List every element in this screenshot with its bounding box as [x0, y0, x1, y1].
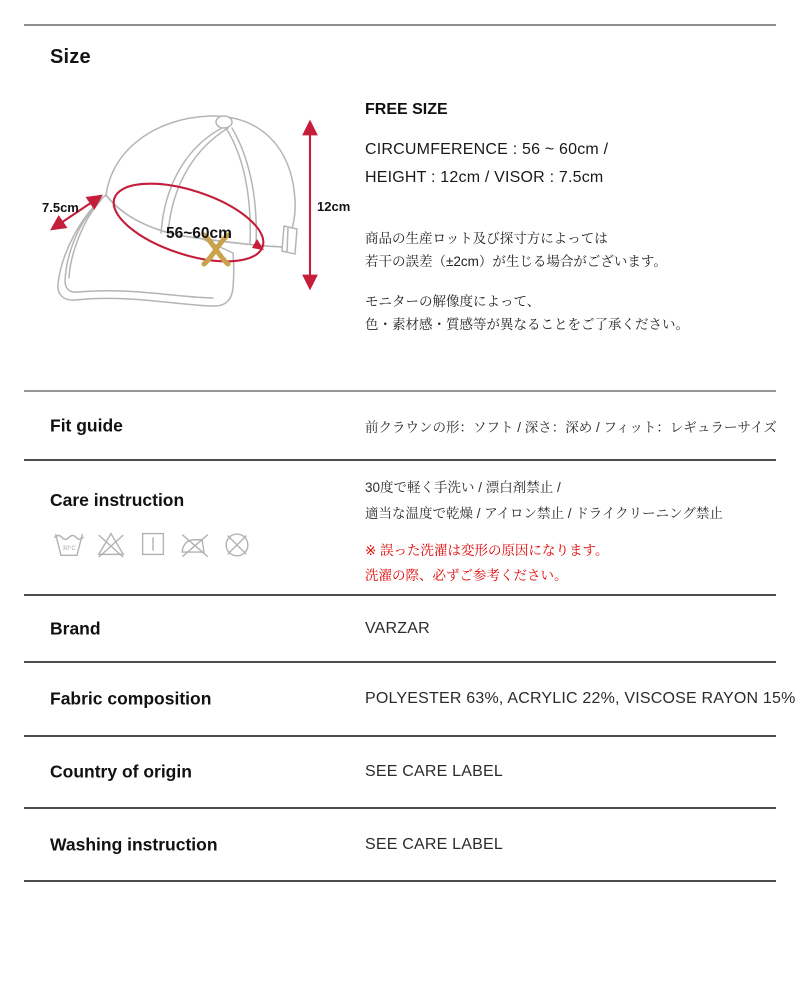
free-size-block: [365, 101, 785, 336]
row-country-of-origin: [24, 735, 776, 807]
no-bleach-icon: [94, 527, 128, 561]
care-instruction-label: Care instruction: [50, 490, 185, 510]
size-section-title: Size: [50, 46, 91, 68]
fit-guide-value: 前クラウンの形：ソフト / 深さ：深め / フィット：レギュラーサイズ: [365, 419, 777, 435]
tolerance-note: 商品の生産ロット及び探寸方によっては 若干の誤差（±2cm）が生じる場合がございます。: [365, 231, 667, 269]
drip-dry-icon: [136, 527, 170, 561]
country-of-origin-label: Country of origin: [50, 761, 192, 782]
care-warning-note: ※ 誤った洗濯は変形の原因になります。 洗濯の際、必ずご参考ください。: [365, 543, 609, 583]
height-measure-label: 12cm: [317, 199, 351, 214]
laundry-care-icons: [52, 527, 254, 561]
wash-30-icon: [52, 527, 86, 561]
monitor-note: モニターの解像度によって、 色・素材感・質感等が異なることをご了承ください。: [365, 294, 689, 332]
spec-circumference: CIRCUMFERENCE : 56 ~ 60cm /: [365, 141, 609, 158]
fit-guide-label: Fit guide: [50, 415, 123, 435]
cap-button: [216, 116, 232, 128]
fabric-composition-value: POLYESTER 63%, ACRYLIC 22%, VISCOSE RAYON 15%: [365, 690, 796, 707]
top-divider: [24, 24, 776, 26]
row-fit-guide: [24, 390, 776, 459]
spec-height-visor: HEIGHT : 12cm / VISOR : 7.5cm: [365, 168, 604, 186]
circumference-measure-label: 56~60cm: [166, 225, 232, 242]
size-specs: [365, 136, 785, 191]
brand-value: VARZAR: [365, 619, 430, 637]
row-washing-instruction: [24, 807, 776, 880]
country-of-origin-value: SEE CARE LABEL: [365, 763, 503, 780]
no-dry-clean-icon: [220, 527, 254, 561]
row-fabric-composition: [24, 661, 796, 735]
row-care-instruction: [24, 459, 776, 594]
washing-instruction-value: SEE CARE LABEL: [365, 835, 503, 853]
cap-strap: [282, 226, 297, 254]
visor-measure-label: 7.5cm: [42, 200, 79, 215]
fabric-composition-label: Fabric composition: [50, 688, 212, 709]
no-iron-icon: [178, 527, 212, 561]
washing-instruction-label: Washing instruction: [50, 834, 218, 854]
brand-label: Brand: [50, 618, 101, 638]
row-brand: [24, 594, 776, 661]
care-instruction-value: 30度で軽く手洗い / 漂白剤禁止 / 適当な温度で乾燥 / アイロン禁止 / ドライクリーニング禁止: [365, 480, 723, 521]
wash-temp-text: 30°C: [62, 546, 76, 553]
product-info-table: [24, 390, 796, 882]
free-size-heading: FREE SIZE: [365, 101, 448, 118]
cap-measurement-diagram: [30, 100, 360, 335]
